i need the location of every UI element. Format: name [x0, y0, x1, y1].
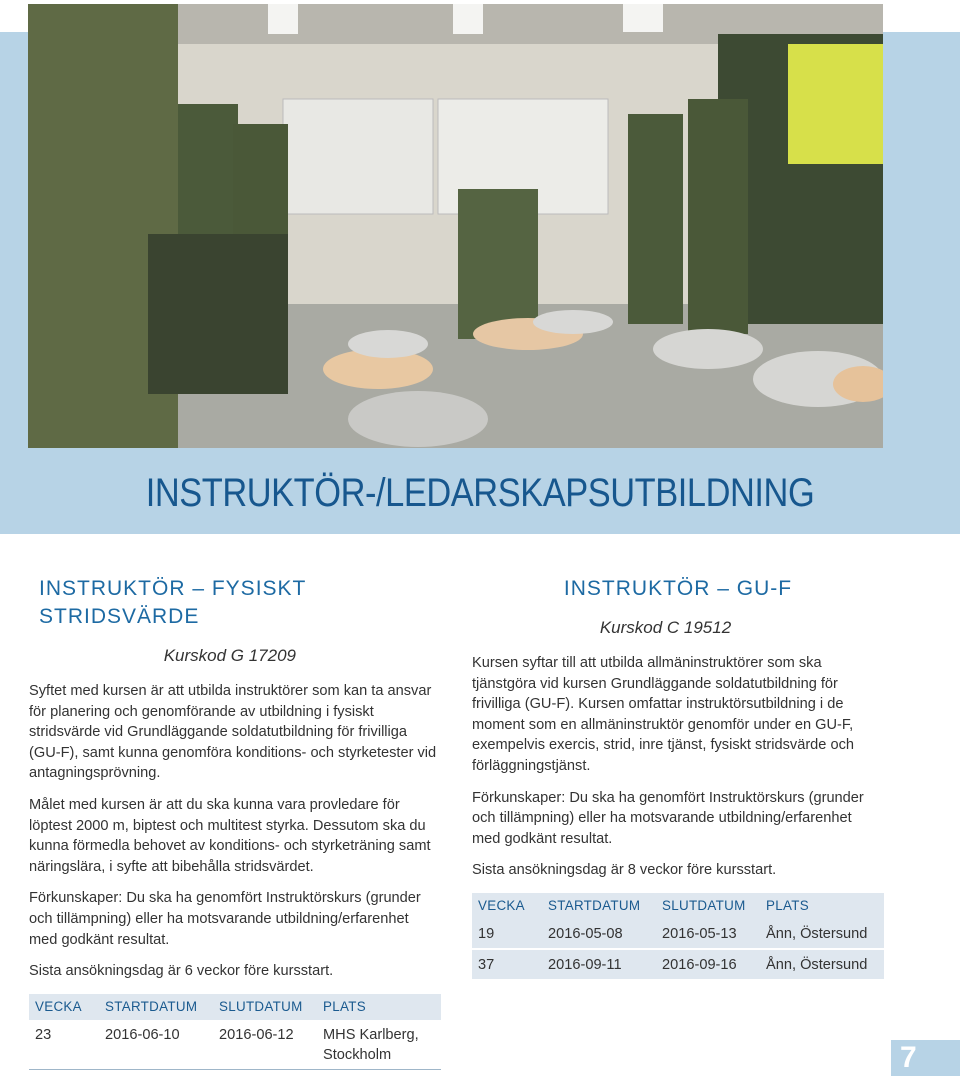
course-deadline: Sista ansökningsdag är 6 veckor före kursstart.	[29, 963, 334, 980]
cell-vecka: 37	[472, 949, 542, 980]
col-header-vecka: VECKA	[29, 994, 99, 1020]
schedule-table	[29, 994, 441, 1070]
cell-plats: Ånn, Östersund	[760, 949, 884, 980]
cell-slutdatum: 2016-09-16	[656, 949, 760, 980]
page-number: 7	[891, 1040, 960, 1076]
table-row	[472, 949, 884, 980]
cell-startdatum: 2016-05-08	[542, 919, 656, 949]
cell-startdatum: 2016-06-10	[99, 1020, 213, 1070]
cell-vecka: 23	[29, 1020, 99, 1070]
course-title: INSTRUKTÖR – GU-F	[563, 577, 793, 600]
course-title: INSTRUKTÖR – FYSISKT STRIDSVÄRDE	[39, 577, 306, 628]
course-code: Kurskod G 17209	[163, 646, 296, 665]
course-purpose: Syftet med kursen är att utbilda instruktörer som kan ta ansvar för planering och genomförande av utbildning i fysiskt stridsvärde vid Grundläggande soldatutbildning för frivilliga (GU-F), samt kunna genomföra konditions- och styrketester vid antagningsprövning.	[29, 683, 437, 782]
course-instruktor-fysiskt-stridsvarde	[29, 575, 441, 1070]
cell-slutdatum: 2016-06-12	[213, 1020, 317, 1070]
course-deadline: Sista ansökningsdag är 8 veckor före kursstart.	[472, 862, 777, 879]
col-header-startdatum: STARTDATUM	[542, 893, 656, 919]
col-header-vecka: VECKA	[472, 893, 542, 919]
schedule-header-row	[472, 893, 884, 919]
schedule-header-row	[29, 994, 441, 1020]
cell-plats: MHS Karlberg, Stockholm	[317, 1020, 441, 1070]
course-instruktor-gu-f	[472, 575, 884, 981]
col-header-plats: PLATS	[317, 994, 441, 1020]
course-goal: Målet med kursen är att du ska kunna vara provledare för löptest 2000 m, biptest och multitest styrka. Dessutom ska du kunna förmedla behovet av konditions- och styrketräning samt näringslära, i syfte att bibehålla stridsvärdet.	[29, 796, 431, 875]
page-heading: INSTRUKTÖR-/LEDARSKAPSUTBILDNING	[145, 471, 815, 515]
training-photo	[28, 4, 883, 448]
col-header-startdatum: STARTDATUM	[99, 994, 213, 1020]
schedule-table	[472, 893, 884, 981]
course-purpose: Kursen syftar till att utbilda allmäninstruktörer som ska tjänstgöra vid kursen Grundläggande soldatutbildning för frivilliga (GU-F). Kursen omfattar instruktörsutbildning i de moment som en allmäninstruktör genomför under en GU-F, exempelvis exercis, strid, inre tjänst, fysiskt stridsvärde och förläggningstjänst.	[472, 655, 854, 774]
col-header-slutdatum: SLUTDATUM	[656, 893, 760, 919]
course-code: Kurskod C 19512	[599, 618, 732, 637]
cell-startdatum: 2016-09-11	[542, 949, 656, 980]
course-prerequisites: Förkunskaper: Du ska ha genomfört Instruktörskurs (grunder och tillämpning) eller ha motsvarande utbildning/erfarenhet med godkänt resultat.	[472, 789, 864, 847]
col-header-plats: PLATS	[760, 893, 884, 919]
cell-slutdatum: 2016-05-13	[656, 919, 760, 949]
course-prerequisites: Förkunskaper: Du ska ha genomfört Instruktörskurs (grunder och tillämpning) eller ha motsvarande utbildning/erfarenhet med godkänt resultat.	[29, 890, 421, 948]
table-row	[472, 919, 884, 949]
cell-plats: Ånn, Östersund	[760, 919, 884, 949]
cell-vecka: 19	[472, 919, 542, 949]
table-row	[29, 1020, 441, 1070]
col-header-slutdatum: SLUTDATUM	[213, 994, 317, 1020]
